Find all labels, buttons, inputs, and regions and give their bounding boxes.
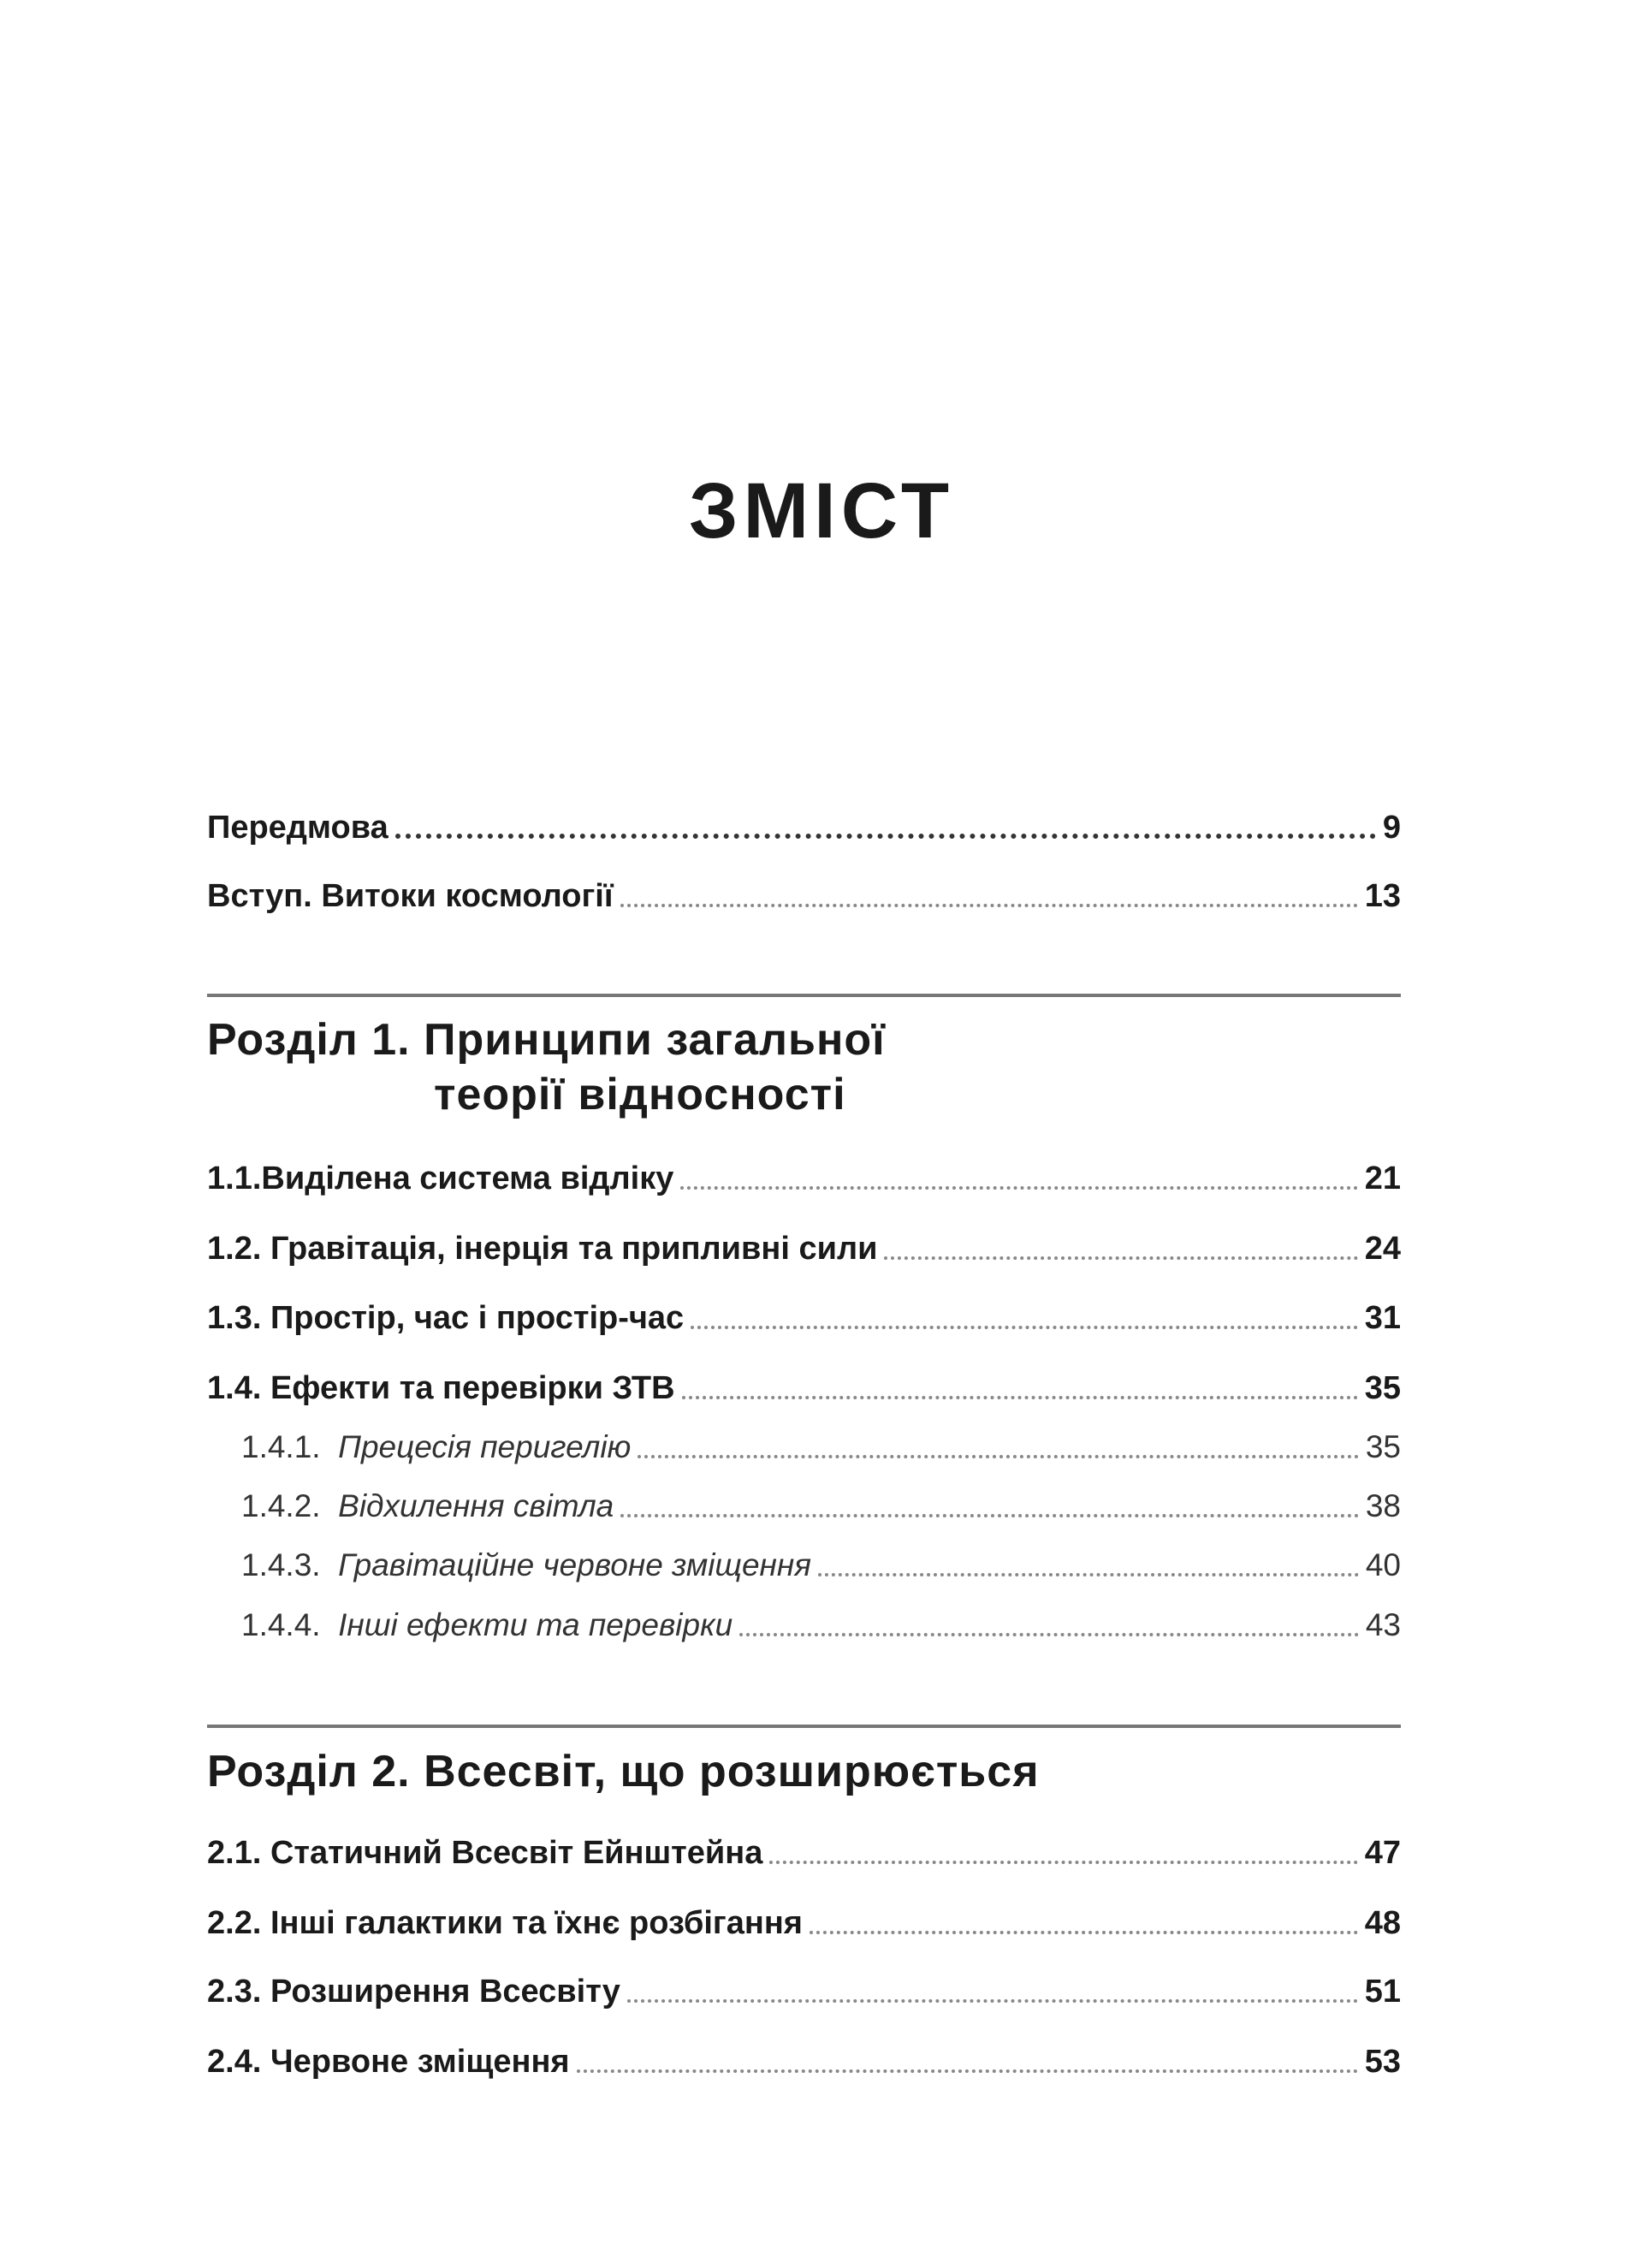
entry-label: Гравітація, інерція та припливні сили (270, 1231, 878, 1267)
entry-page: 48 (1364, 1905, 1401, 1941)
leader-dots (620, 1514, 1359, 1517)
leader-dots (810, 1931, 1358, 1934)
entry-page: 35 (1365, 1429, 1401, 1464)
toc-entry[interactable] (207, 1227, 1401, 1270)
entry-label: Прецесія перигелію (338, 1429, 632, 1464)
leader-dots (680, 1186, 1357, 1190)
entry-page: 9 (1382, 810, 1401, 846)
entry-label: Простір, час і простір-час (270, 1300, 685, 1336)
toc-entry-intro[interactable] (207, 875, 1401, 917)
leader-dots (620, 904, 1358, 907)
toc-entry[interactable] (207, 1902, 1401, 1944)
toc-subentry[interactable] (241, 1544, 1401, 1587)
toc-entry[interactable] (207, 1297, 1401, 1339)
toc-subentry[interactable] (241, 1604, 1401, 1647)
toc-subentry[interactable] (241, 1426, 1401, 1469)
entry-label: Розширення Всесвіту (270, 1974, 620, 2010)
toc-entry[interactable] (207, 1367, 1401, 1410)
entry-page: 31 (1364, 1300, 1401, 1336)
toc-entry-preface[interactable] (207, 806, 1401, 849)
toc-subentry[interactable] (241, 1485, 1401, 1528)
toc-entry[interactable] (207, 1970, 1401, 2013)
divider (207, 1725, 1401, 1728)
entry-page: 40 (1365, 1547, 1401, 1582)
entry-number: 1.4. (207, 1370, 262, 1406)
entry-number: 2.3. (207, 1974, 262, 2010)
leader-dots (627, 1999, 1358, 2003)
leader-dots (577, 2069, 1358, 2073)
entry-number: 2.2. (207, 1905, 262, 1941)
entry-number: 1.4.1. (241, 1429, 321, 1464)
entry-label: Інші ефекти та перевірки (338, 1607, 733, 1642)
chapter-heading-line: теорії відносності (434, 1070, 846, 1119)
entry-page: 51 (1364, 1974, 1401, 2010)
entry-page: 21 (1364, 1161, 1401, 1196)
entry-label: Передмова (207, 810, 389, 846)
chapter-2-heading: Розділ 2. Всесвіт, що розширюється (207, 1747, 1040, 1796)
entry-label: Відхилення світла (338, 1488, 614, 1523)
chapter-1-heading (207, 1012, 886, 1122)
entry-page: 43 (1365, 1607, 1401, 1642)
leader-dots (395, 834, 1376, 839)
entry-page: 53 (1364, 2044, 1401, 2080)
leader-dots (682, 1396, 1358, 1399)
leader-dots (739, 1633, 1359, 1636)
toc-entry[interactable] (207, 1832, 1401, 1874)
entry-number: 2.4. (207, 2044, 262, 2080)
entry-label: Інші галактики та їхнє розбігання (270, 1905, 803, 1941)
leader-dots (691, 1326, 1358, 1329)
entry-page: 13 (1364, 878, 1401, 914)
entry-number: 2.1. (207, 1835, 262, 1871)
entry-label: Ефекти та перевірки ЗТВ (270, 1370, 675, 1406)
entry-label: Статичний Всесвіт Ейнштейна (270, 1835, 763, 1871)
entry-page: 38 (1365, 1488, 1401, 1523)
entry-number: 1.4.2. (241, 1488, 321, 1523)
entry-label: Гравітаційне червоне зміщення (338, 1547, 812, 1582)
entry-label: Червоне зміщення (270, 2044, 570, 2080)
entry-label: Вступ. Витоки космології (207, 878, 614, 914)
entry-number: 1.3. (207, 1300, 262, 1336)
entry-number: 1.1. (207, 1161, 262, 1196)
chapter-heading-line: Розділ 1. Принципи загальної (207, 1015, 886, 1065)
leader-dots (638, 1455, 1358, 1458)
toc-entry[interactable] (207, 2040, 1401, 2083)
leader-dots (769, 1861, 1357, 1864)
toc-entry[interactable] (207, 1157, 1401, 1200)
divider (207, 994, 1401, 997)
page-title: ЗМІСТ (688, 467, 955, 555)
entry-number: 1.2. (207, 1231, 262, 1267)
entry-number: 1.4.3. (241, 1547, 321, 1582)
leader-dots (884, 1256, 1357, 1260)
entry-page: 24 (1364, 1231, 1401, 1267)
entry-label: Виділена система відліку (261, 1161, 674, 1196)
entry-number: 1.4.4. (241, 1607, 321, 1642)
entry-page: 47 (1364, 1835, 1401, 1871)
entry-page: 35 (1364, 1370, 1401, 1406)
leader-dots (818, 1573, 1359, 1576)
